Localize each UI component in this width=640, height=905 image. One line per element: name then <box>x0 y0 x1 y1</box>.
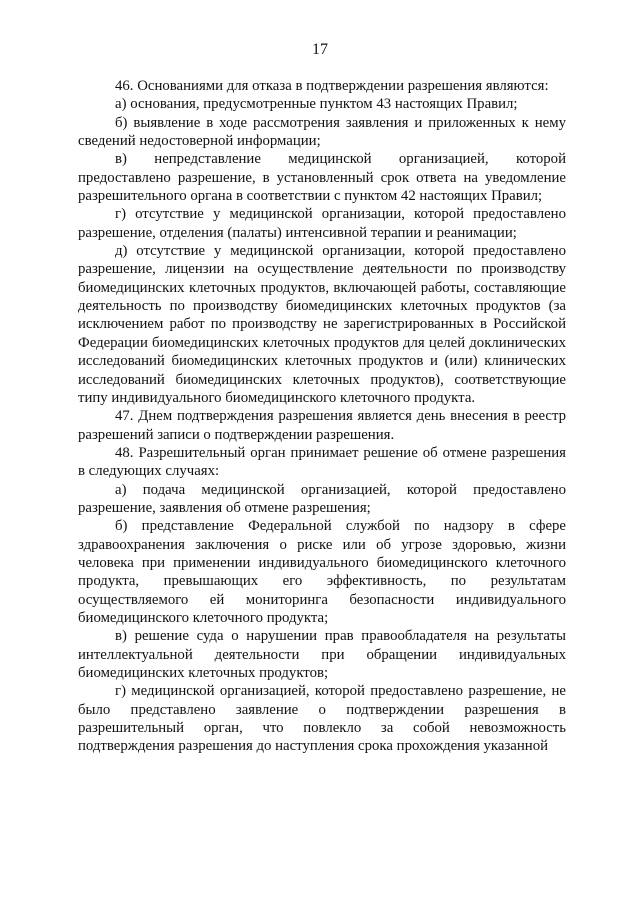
paragraph-48-a: а) подача медицинской организацией, которой предоставлено разрешение, заявления об отмене разрешения; <box>78 481 566 516</box>
paragraph-46-a: а) основания, предусмотренные пунктом 43 настоящих Правил; <box>115 96 518 113</box>
paragraph-48: 48. Разрешительный орган принимает решение об отмене разрешения в следующих случаях: <box>78 444 566 480</box>
paragraph-46-b: б) выявление в ходе рассмотрения заявления и приложенных к нему сведений недостоверной информации; <box>78 114 566 150</box>
paragraph-46: 46. Основаниями для отказа в подтверждении разрешения являются: <box>115 78 549 94</box>
paragraph-46-v: в) непредставление медицинской организацией, которой предоставлено разрешение, в установленный срок ответа на уведомление разрешительного органа в соответствии с пунктом 42 настоящих Правил; <box>78 151 566 205</box>
paragraph-48-v: в) решение суда о нарушении прав правообладателя на результаты интеллектуальной деятельности при обращении индивидуальных биомедицинских клеточных продуктов; <box>78 628 566 681</box>
document-body <box>78 77 566 756</box>
paragraph-48-b: б) представление Федеральной службой по надзору в сфере здравоохранения заключения о риске или об угрозе здоровью, жизни человека при применении индивидуального биомедицинского клеточного продукта, превышающих его эффективность, по результатам осуществляемого ей мониторинга безопасности индивидуального биомедицинского клеточного продукта; <box>78 518 566 626</box>
paragraph-47: 47. Днем подтверждения разрешения является день внесения в реестр разрешений записи о подтверждении разрешения. <box>78 408 566 443</box>
paragraph-46-g: г) отсутствие у медицинской организации, которой предоставлено разрешение, отделения (палаты) интенсивной терапии и реанимации; <box>78 206 566 241</box>
page-number: 17 <box>312 41 328 58</box>
paragraph-46-d: д) отсутствие у медицинской организации, которой предоставлено разрешение, лицензии на осуществление деятельности по производству биомедицинских клеточных продуктов, включающей работы, составляющие деятельность по производству биомедицинских клеточных продуктов (за исключением работ по производству не зарегистрированных в Российской Федерации биомедицинских клеточных продуктов для целей доклинических исследований биомедицинских клеточных продуктов и (или) клинических исследований биомедицинских клеточных продуктов), соответствующие типу индивидуального биомедицинского клеточного продукта. <box>78 243 566 406</box>
paragraph-48-g: г) медицинской организацией, которой предоставлено разрешение, не было представлено заявление о подтверждении разрешения в разрешительный орган, что повлекло за собой невозможность подтверждения разрешения до наступления срока прохождения указанной <box>78 683 566 755</box>
